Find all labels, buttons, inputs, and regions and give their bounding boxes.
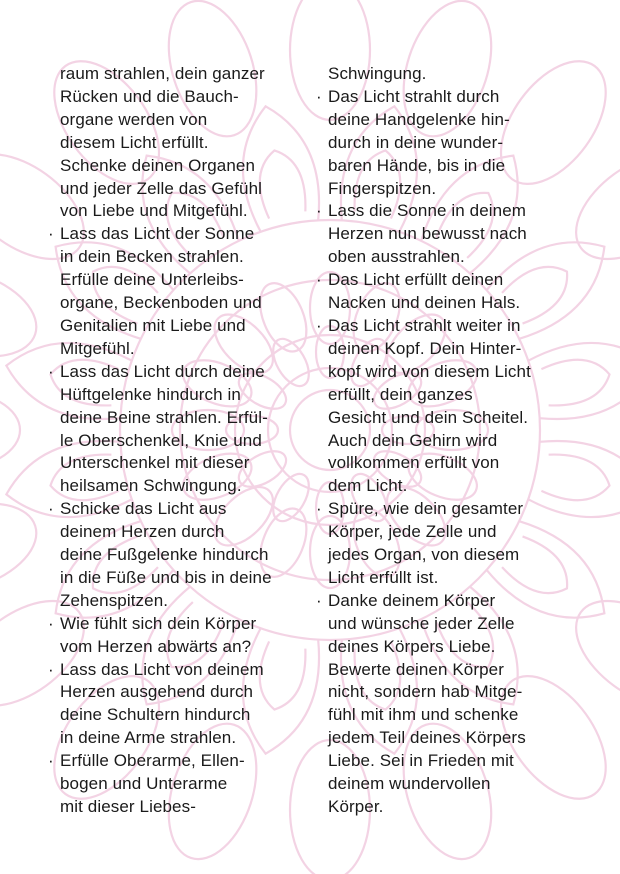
- text-line: Körper.: [328, 797, 384, 816]
- text-line: deine Beine strahlen. Erfül-: [60, 407, 268, 427]
- bullet-item: [48, 613, 310, 659]
- text-line: le Oberschenkel, Knie und: [60, 430, 262, 450]
- paragraph-continuation: [48, 63, 310, 223]
- text-line: in die Füße und bis in deine: [60, 567, 272, 587]
- text-line: organe, Beckenboden und: [60, 293, 262, 313]
- text-line: mit dieser Liebes-: [60, 797, 196, 816]
- text-line: Genitalien mit Liebe und: [60, 315, 246, 335]
- bullet-marker: ·: [48, 613, 54, 633]
- text-line: deinen Kopf. Dein Hinter-: [328, 338, 522, 358]
- text-line: von Liebe und Mitgefühl.: [60, 201, 248, 221]
- text-line: Lass das Licht von deinem: [60, 659, 264, 679]
- text-line: raum strahlen, dein ganzer: [60, 64, 265, 83]
- text-line: jedem Teil deines Körpers: [328, 728, 526, 748]
- text-line: Schenke deinen Organen: [60, 155, 256, 175]
- text-line: Lass das Licht durch deine: [60, 361, 265, 381]
- text-line: Herzen ausgehend durch: [60, 682, 254, 702]
- bullet-item: [48, 223, 310, 360]
- bullet-item: [316, 315, 578, 498]
- bullet-item: [316, 498, 578, 590]
- bullet-item: [48, 498, 310, 613]
- bullet-marker: ·: [48, 751, 54, 771]
- text-line: Körper, jede Zelle und: [328, 522, 497, 542]
- text-line: deinem wundervollen: [328, 774, 491, 794]
- text-line: Rücken und die Bauch-: [60, 86, 239, 106]
- text-line: Herzen nun bewusst nach: [328, 224, 527, 244]
- text-line: Das Licht erfüllt deinen: [328, 270, 504, 290]
- text-line: Bewerte deinen Körper: [328, 659, 504, 679]
- text-line: in deine Arme strahlen.: [60, 728, 237, 748]
- text-line: Danke deinem Körper: [328, 590, 496, 610]
- text-line: deine Schultern hindurch: [60, 705, 251, 725]
- text-line: bogen und Unterarme: [60, 774, 228, 794]
- bullet-marker: ·: [48, 659, 54, 679]
- text-line: deinem Herzen durch: [60, 522, 225, 542]
- text-line: Unterschenkel mit dieser: [60, 453, 250, 473]
- bullet-marker: ·: [316, 270, 322, 290]
- text-line: baren Hände, bis in die: [328, 155, 506, 175]
- bullet-marker: ·: [48, 224, 54, 244]
- text-line: erfüllt, dein ganzes: [328, 384, 473, 404]
- bullet-item: [48, 750, 310, 819]
- text-line: Schwingung.: [328, 64, 427, 83]
- text-line: Lass das Licht der Sonne: [60, 224, 255, 244]
- right-text-column: [316, 63, 578, 819]
- text-line: deines Körpers Liebe.: [328, 636, 496, 656]
- bullet-marker: ·: [316, 86, 322, 106]
- text-line: Fingerspitzen.: [328, 178, 437, 198]
- bullet-item: [316, 86, 578, 201]
- text-line: jedes Organ, von diesem: [328, 545, 520, 565]
- bullet-item: [48, 361, 310, 498]
- left-text-column: [48, 63, 310, 819]
- text-line: vollkommen erfüllt von: [328, 453, 500, 473]
- bullet-marker: ·: [316, 590, 322, 610]
- bullet-marker: ·: [316, 201, 322, 221]
- text-line: kopf wird von diesem Licht: [328, 361, 531, 381]
- text-line: organe werden von: [60, 109, 208, 129]
- text-line: heilsamen Schwingung.: [60, 476, 242, 496]
- text-line: nicht, sondern hab Mitge-: [328, 682, 523, 702]
- paragraph-continuation: [316, 63, 578, 86]
- bullet-item: [316, 590, 578, 819]
- text-line: Mitgefühl.: [60, 338, 135, 358]
- text-line: in dein Becken strahlen.: [60, 247, 244, 267]
- text-line: und jeder Zelle das Gefühl: [60, 178, 263, 198]
- text-line: Spüre, wie dein gesamter: [328, 499, 524, 519]
- bullet-marker: ·: [48, 361, 54, 381]
- text-line: diesem Licht erfüllt.: [60, 132, 209, 152]
- text-line: deine Handgelenke hin-: [328, 109, 510, 129]
- text-line: dem Licht.: [328, 476, 408, 496]
- text-line: deine Fußgelenke hindurch: [60, 545, 269, 565]
- text-line: Erfülle Oberarme, Ellen-: [60, 751, 245, 771]
- text-line: fühl mit ihm und schenke: [328, 705, 519, 725]
- text-line: und wünsche jeder Zelle: [328, 613, 515, 633]
- text-line: Hüftgelenke hindurch in: [60, 384, 241, 404]
- text-line: Lass die Sonne in deinem: [328, 201, 527, 221]
- text-line: Zehenspitzen.: [60, 590, 169, 610]
- text-line: Das Licht strahlt weiter in: [328, 315, 521, 335]
- text-line: Licht erfüllt ist.: [328, 567, 439, 587]
- text-line: oben ausstrahlen.: [328, 247, 465, 267]
- text-line: durch in deine wunder-: [328, 132, 504, 152]
- text-line: Liebe. Sei in Frieden mit: [328, 751, 514, 771]
- text-line: Auch dein Gehirn wird: [328, 430, 498, 450]
- bullet-marker: ·: [316, 499, 322, 519]
- text-line: Erfülle deine Unterleibs-: [60, 270, 244, 290]
- bullet-marker: ·: [48, 499, 54, 519]
- bullet-item: [316, 200, 578, 269]
- bullet-item: [316, 269, 578, 315]
- text-line: Wie fühlt sich dein Körper: [60, 613, 257, 633]
- text-line: Schicke das Licht aus: [60, 499, 227, 519]
- text-line: Das Licht strahlt durch: [328, 86, 500, 106]
- text-line: Gesicht und dein Scheitel.: [328, 407, 529, 427]
- text-line: Nacken und deinen Hals.: [328, 293, 521, 313]
- bullet-marker: ·: [316, 315, 322, 335]
- bullet-item: [48, 659, 310, 751]
- text-line: vom Herzen abwärts an?: [60, 636, 252, 656]
